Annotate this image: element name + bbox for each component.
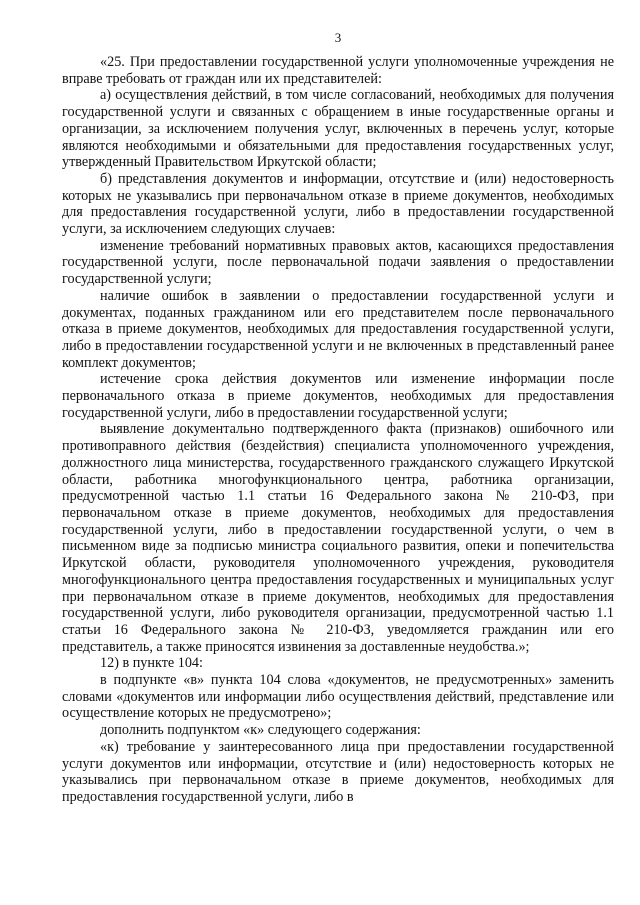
page-number: 3 — [334, 30, 342, 45]
paragraph-subitem-k: «к) требование у заинтересованного лица при предоставлении государственной услуги документов или информации, отсутствие и (или) недостоверность которых не указывались при первоначальном отказе в приеме документов, необходимых для предоставления государственной услуги, либо в — [62, 738, 614, 805]
paragraph-item-a: а) осуществления действий, в том числе согласований, необходимых для получения государственной услуги и связанных с обращением в иные государственные органы и организации, за исключением получения услуг, включенных в перечень услуг, которые являются необходимыми и обязательными для предоставления государственных услуг, утвержденный Правительством Иркутской области; — [62, 87, 614, 171]
paragraph-case-requirements-change: изменение требований нормативных правовых актов, касающихся предоставления государственной услуги, после первоначальной подачи заявления о предоставлении государственной услуги; — [62, 237, 614, 288]
document-body — [62, 54, 614, 806]
paragraph-case-misconduct: выявление документально подтвержденного факта (признаков) ошибочного или противоправного действия (бездействия) специалиста уполномоченного учреждения, должностного лица министерства, государственного гражданского служащего Иркутской области, работника многофункционального центра, работника организации, предусмотренной частью 1.1 статьи 16 Федерального закона № 210-ФЗ, при первоначальном отказе в приеме документов, необходимых для предоставления государственной услуги, либо в предоставлении государственной услуги, о чем в письменном виде за подписью министра социального развития, опеки и попечительства Иркутской области, руководителя уполномоченного учреждения, руководителя многофункционального центра предоставления государственных и муниципальных услуг при первоначальном отказе в приеме документов, необходимых для предоставления государственной услуги, либо руководителя организации, предусмотренной частью 1.1 статьи 16 Федерального закона № 210-ФЗ, уведомляется гражданин или его представитель, а также приносятся извинения за доставленные неудобства.»; — [62, 421, 614, 655]
paragraph-25-intro: «25. При предоставлении государственной услуги уполномоченные учреждения не вправе требовать от граждан или их представителей: — [62, 54, 614, 87]
paragraph-case-errors: наличие ошибок в заявлении о предоставлении государственной услуги и документах, поданных гражданином или его представителем после первоначального отказа в приеме документов, необходимых для предоставления государственной услуги, либо в предоставлении государственной услуги и не включенных в представленный ранее комплект документов; — [62, 287, 614, 371]
paragraph-subitem-v: в подпункте «в» пункта 104 слова «документов, не предусмотренных» заменить словами «документов или информации либо осуществления действий, представление или осуществление которых не предусмотрено»; — [62, 672, 614, 722]
paragraph-case-expiry: истечение срока действия документов или изменение информации после первоначального отказа в приеме документов, необходимых для предоставления государственной услуги, либо в предоставлении государственной услуги; — [62, 371, 614, 421]
paragraph-item-12: 12) в пункте 104: — [100, 655, 203, 672]
paragraph-item-b: б) представления документов и информации, отсутствие и (или) недостоверность которых не указывались при первоначальном отказе в приеме документов, необходимых для предоставления государственной услуги, либо в предоставлении государственной услуги, за исключением следующих случаев: — [62, 170, 614, 238]
paragraph-add-subitem-k: дополнить подпунктом «к» следующего содержания: — [100, 722, 421, 739]
